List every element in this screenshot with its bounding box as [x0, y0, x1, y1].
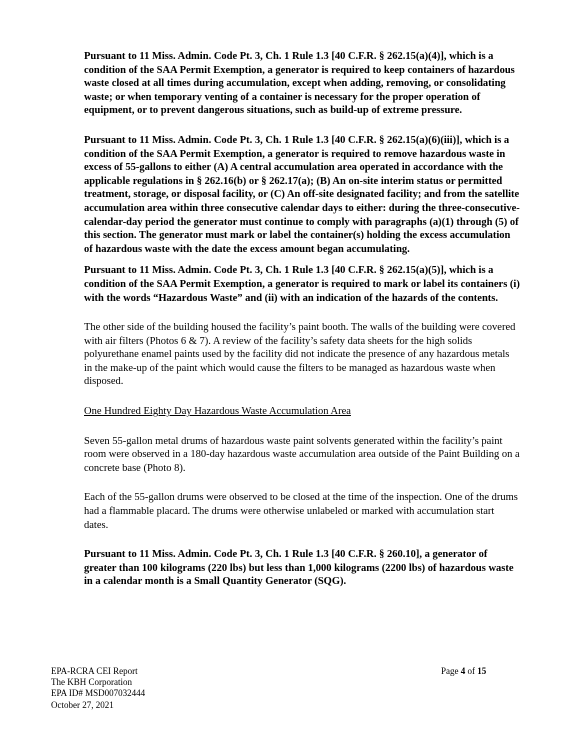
page-number-total: 15	[477, 666, 487, 676]
page-number	[441, 666, 486, 677]
document-body	[84, 50, 520, 589]
footer-report-title: EPA-RCRA CEI Report	[51, 666, 138, 676]
paint-booth-paragraph: The other side of the building housed the facility’s paint booth. The walls of the building were covered with air filters (Photos 6 & 7). A review of the facility’s safety data sheets for the high solids polyurethane enamel paints used by the facility did not indicate the presence of any hazardous metals in the make-up of the paint which would cause the filters to be managed as hazardous waste when disposed.	[84, 322, 516, 388]
drums-closed-paragraph: Each of the 55-gallon drums were observed to be closed at the time of the inspection. One of the drums had a flammable placard. The drums were otherwise unlabeled or marked with accumulation start dates.	[84, 492, 518, 531]
regulation-paragraph-sqg: Pursuant to 11 Miss. Admin. Code Pt. 3, Ch. 1 Rule 1.3 [40 C.F.R. § 260.10], a generator of greater than 100 kilograms (220 lbs) but less than 1,000 kilograms (2200 lbs) of hazardous waste in a calendar month is a Small Quantity Generator (SQG).	[84, 549, 514, 588]
regulation-paragraph-excess-removal: Pursuant to 11 Miss. Admin. Code Pt. 3, Ch. 1 Rule 1.3 [40 C.F.R. § 262.15(a)(6)(iii)], which is a condition of the SAA Permit Exemption, a generator is required to remove hazardous waste in excess of 55-gallons to either (A) A central accumulation area operated in accordance with the applicable regulations in § 262.16(b) or § 262.17(a); (B) An on-site interim status or permitted treatment, storage, or disposal facility, or (C) An off-site designated facility; and from the satellite accumulation area within three consecutive calendar days to either: during the three-consecutive-calendar-day period the generator must continue to comply with paragraphs (a)(1) through (5) of this section. The generator must mark or label the container(s) holding the excess accumulation of hazardous waste with the date the excess amount began accumulating.	[84, 134, 520, 255]
page-number-prefix: Page	[441, 666, 461, 676]
regulation-paragraph-labeling: Pursuant to 11 Miss. Admin. Code Pt. 3, Ch. 1 Rule 1.3 [40 C.F.R. § 262.15(a)(5)], which is a condition of the SAA Permit Exemption, a generator is required to mark or label its containers (i) with the words “Hazardous Waste” and (ii) with an indication of the hazards of the contents.	[84, 265, 520, 304]
footer-date: October 27, 2021	[51, 699, 114, 710]
footer-company-name: The KBH Corporation	[51, 677, 132, 688]
drums-observation-paragraph: Seven 55-gallon metal drums of hazardous waste paint solvents generated within the facility’s paint room were observed in a 180-day hazardous waste accumulation area outside of the Paint Building on a concrete base (Photo 8).	[84, 435, 520, 474]
page-number-current: 4	[460, 666, 466, 676]
page-number-of: of	[465, 666, 478, 676]
footer-report-info	[51, 666, 145, 711]
footer-epa-id: EPA ID# MSD007032444	[51, 688, 146, 699]
section-heading-180-day-area: One Hundred Eighty Day Hazardous Waste Accumulation Area	[84, 406, 351, 418]
regulation-paragraph-closed-containers: Pursuant to 11 Miss. Admin. Code Pt. 3, Ch. 1 Rule 1.3 [40 C.F.R. § 262.15(a)(4)], which is a condition of the SAA Permit Exemption, a generator is required to keep containers of hazardous waste closed at all times during accumulation, except when adding, removing, or consolidating waste; or when temporary venting of a container is necessary for the proper operation of equipment, or to prevent dangerous situations, such as build-up of extreme pressure.	[84, 51, 515, 117]
